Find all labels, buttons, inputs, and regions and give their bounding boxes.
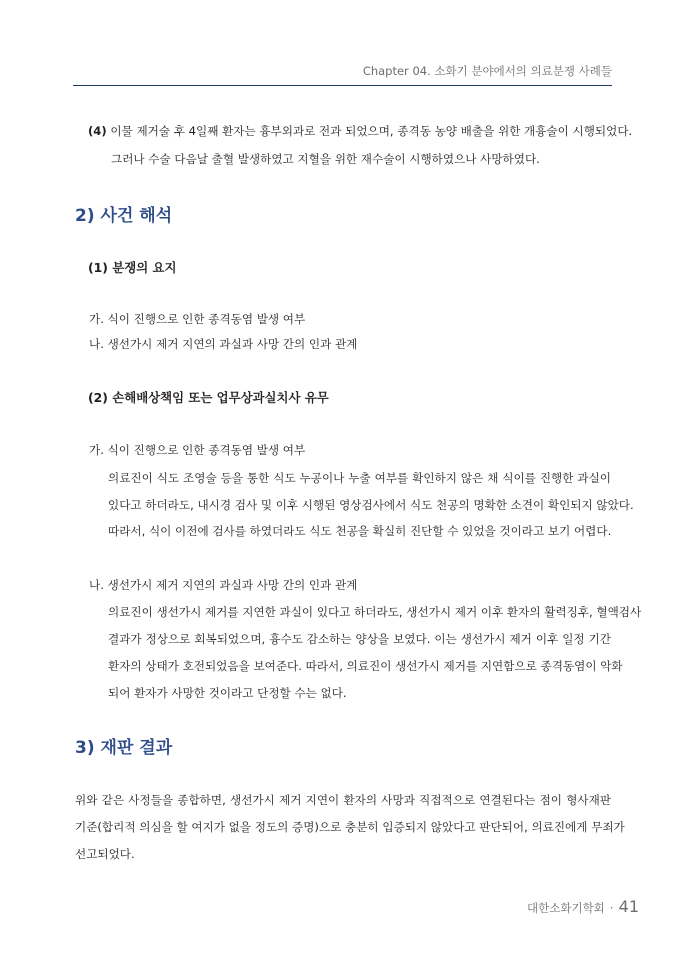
section-2-title: 2) 사건 해석 [75, 206, 173, 226]
running-header: Chapter 04. 소화기 분야에서의 의료분쟁 사례들 [362, 64, 612, 78]
dispute-item-a: 가. 식이 진행으로 인한 종격동염 발생 여부 [89, 312, 306, 326]
header-divider [73, 85, 612, 86]
item-4-number: (4) [88, 124, 107, 138]
liability-item-b-line-1: 의료진이 생선가시 제거를 지연한 과실이 있다고 하더라도, 생선가시 제거 이후 환자의 활력징후, 혈액검사 [108, 605, 642, 619]
liability-item-a-line-1: 의료진이 식도 조영술 등을 통한 식도 누공이나 누출 여부를 확인하지 않은 채 식이를 진행한 과실이 [108, 471, 611, 485]
liability-item-b-line-3: 환자의 상태가 호전되었음을 보여준다. 따라서, 의료진이 생선가시 제거를 지연함으로 종격동염이 악화 [108, 659, 623, 673]
verdict-line-2: 기준(합리적 의심을 할 여지가 없을 정도의 증명)으로 충분히 입증되지 않았다고 판단되어, 의료진에게 무죄가 [75, 820, 625, 834]
item-4-text-1: 이물 제거술 후 4일째 환자는 흉부외과로 전과 되었으며, 종격동 농양 배출을 위한 개흉술이 시행되었다. [110, 124, 633, 138]
item-4-line-2: 그러나 수술 다음날 출혈 발생하였고 지혈을 위한 재수술이 시행하였으나 사망하였다. [111, 152, 540, 166]
liability-item-a-heading: 가. 식이 진행으로 인한 종격동염 발생 여부 [89, 443, 306, 457]
verdict-line-3: 선고되었다. [75, 847, 135, 861]
footer-separator: · [609, 901, 614, 915]
item-4-line-1 [88, 123, 632, 139]
page-footer [527, 897, 639, 916]
footer-society-name: 대한소화기학회 [527, 901, 605, 915]
liability-item-b-heading: 나. 생선가시 제거 지연의 과실과 사망 간의 인과 관계 [89, 578, 358, 592]
verdict-line-1: 위와 같은 사정들을 종합하면, 생선가시 제거 지연이 환자의 사망과 직접적으로 연결된다는 점이 형사재판 [75, 793, 611, 807]
liability-item-a-line-2: 있다고 하더라도, 내시경 검사 및 이후 시행된 영상검사에서 식도 천공의 명확한 소견이 확인되지 않았다. [108, 498, 634, 512]
liability-item-b-line-2: 결과가 정상으로 회복되었으며, 흉수도 감소하는 양상을 보였다. 이는 생선가시 제거 이후 일정 기간 [108, 632, 611, 646]
liability-item-b-line-4: 되어 환자가 사망한 것이라고 단정할 수는 없다. [108, 686, 347, 700]
section-3-title: 3) 재판 결과 [75, 738, 173, 758]
page-number: 41 [618, 897, 639, 916]
liability-item-a-line-3: 따라서, 식이 이전에 검사를 하였더라도 식도 천공을 확실히 진단할 수 있었을 것이라고 보기 어렵다. [108, 524, 612, 538]
subsection-2-title: (2) 손해배상책임 또는 업무상과실치사 유무 [88, 390, 329, 405]
dispute-item-b: 나. 생선가시 제거 지연의 과실과 사망 간의 인과 관계 [89, 337, 358, 351]
subsection-1-title: (1) 분쟁의 요지 [88, 260, 177, 275]
